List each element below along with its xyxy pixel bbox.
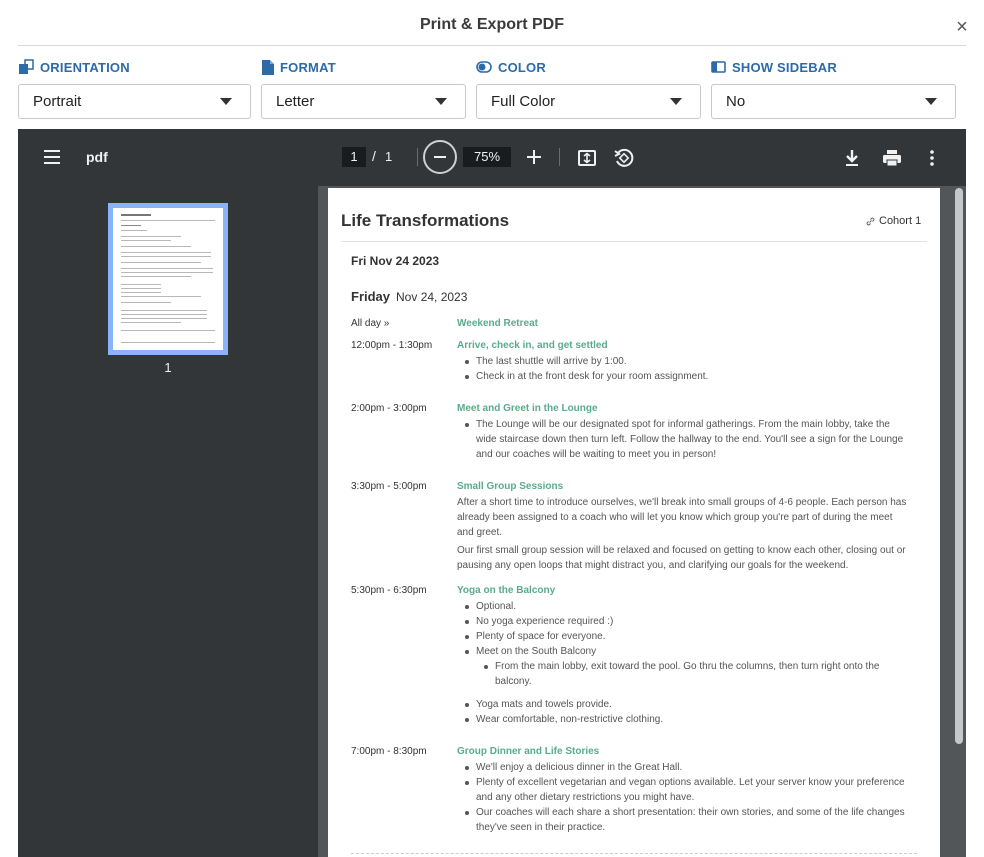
link-icon xyxy=(866,217,875,226)
total-pages: 1 xyxy=(385,149,393,164)
event-time: 3:30pm - 5:00pm xyxy=(351,481,427,492)
page-thumbnail[interactable] xyxy=(108,203,228,355)
event-paragraph: After a short time to introduce ourselves, we'll break into small groups of 4-6 people. Each person has already been assigned to a coach who will let you know which group you're part of during the meet and greet. xyxy=(457,497,907,538)
vertical-scrollbar[interactable] xyxy=(952,186,966,857)
header-divider xyxy=(341,241,927,242)
dialog-title: Print & Export PDF xyxy=(419,16,564,33)
page-area xyxy=(318,186,966,857)
list-item: Wear comfortable, non-restrictive clothing. xyxy=(476,712,906,727)
zoom-out-button[interactable] xyxy=(423,140,457,174)
download-icon[interactable] xyxy=(841,147,863,169)
thumbnail-sidebar xyxy=(18,186,318,857)
event-time: 2:00pm - 3:00pm xyxy=(351,403,427,414)
close-button[interactable]: × xyxy=(956,16,968,38)
event-bullets xyxy=(476,599,906,659)
day-heading xyxy=(351,289,467,304)
list-item: Yoga mats and towels provide. xyxy=(476,697,906,712)
color-label xyxy=(476,59,546,75)
event-title[interactable]: Group Dinner and Life Stories xyxy=(457,746,600,757)
event-title[interactable]: Yoga on the Balcony xyxy=(457,585,556,596)
thumbnail-preview xyxy=(113,208,223,350)
event-time: 5:30pm - 6:30pm xyxy=(351,585,427,596)
event-sub-bullets xyxy=(495,659,895,689)
orientation-label-text: ORIENTATION xyxy=(40,59,130,75)
page-number-input[interactable]: 1 xyxy=(342,147,366,167)
event-time: 7:00pm - 8:30pm xyxy=(351,746,427,757)
format-label xyxy=(262,59,336,75)
document-title: Life Transformations xyxy=(341,211,510,230)
zoom-input[interactable]: 75% xyxy=(463,147,511,167)
list-item: The Lounge will be our designated spot for informal gatherings. From the main lobby, take the wide staircase down then turn left. Follow the hallway to the end. You'll see a sign for the Lounge and our coaches will be waiting to meet you in person! xyxy=(476,417,906,462)
pdf-viewer xyxy=(18,129,966,857)
format-value: Letter xyxy=(276,93,315,110)
event-title[interactable]: Weekend Retreat xyxy=(457,318,538,329)
list-item: Plenty of space for everyone. xyxy=(476,629,906,644)
day-date: Nov 24, 2023 xyxy=(396,290,468,304)
chevron-down-icon xyxy=(220,98,232,105)
event-time: 12:00pm - 1:30pm xyxy=(351,340,433,351)
more-options-icon[interactable] xyxy=(921,147,943,169)
list-item: Check in at the front desk for your room assignment. xyxy=(476,369,906,384)
orientation-label xyxy=(18,59,130,75)
show-sidebar-label xyxy=(711,59,837,75)
list-item: We'll enjoy a delicious dinner in the Great Hall. xyxy=(476,760,906,775)
menu-icon[interactable] xyxy=(44,150,60,164)
orientation-icon xyxy=(18,59,34,75)
cohort-label: Cohort 1 xyxy=(879,215,922,227)
sidebar-icon xyxy=(711,61,726,73)
show-sidebar-select[interactable] xyxy=(711,84,956,119)
event-time: All day » xyxy=(351,318,390,329)
list-item: Our coaches will each share a short presentation: their own stories, and some of the life changes they've seen in their practice. xyxy=(476,807,905,833)
orientation-select[interactable] xyxy=(18,84,251,119)
chevron-down-icon xyxy=(925,98,937,105)
date-header: Fri Nov 24 2023 xyxy=(351,254,440,268)
format-label-text: FORMAT xyxy=(280,59,336,75)
event-bullets xyxy=(476,697,906,727)
list-item: The last shuttle will arrive by 1:00. xyxy=(476,354,906,369)
chevron-down-icon xyxy=(670,98,682,105)
list-item: Optional. xyxy=(476,599,906,614)
cohort-link[interactable] xyxy=(866,215,921,227)
color-value: Full Color xyxy=(491,93,556,110)
pdf-page xyxy=(328,188,940,857)
document-name: pdf xyxy=(86,149,108,165)
file-icon xyxy=(262,60,274,75)
fit-page-icon[interactable] xyxy=(576,147,598,169)
toolbar-divider xyxy=(417,148,418,166)
chevron-down-icon xyxy=(435,98,447,105)
day-name: Friday xyxy=(351,289,391,304)
title-divider xyxy=(18,45,966,46)
event-title[interactable]: Small Group Sessions xyxy=(457,481,564,492)
zoom-in-button[interactable] xyxy=(526,149,542,165)
event-bullets xyxy=(476,354,906,384)
event-bullets xyxy=(476,417,906,462)
event-title[interactable]: Meet and Greet in the Lounge xyxy=(457,403,598,414)
show-sidebar-value: No xyxy=(726,93,746,110)
page-separator: / xyxy=(372,148,376,164)
print-icon[interactable] xyxy=(881,147,903,169)
list-item: No yoga experience required :) xyxy=(476,614,906,629)
orientation-value: Portrait xyxy=(33,93,82,110)
footer-divider xyxy=(351,853,917,854)
pdf-toolbar xyxy=(18,129,966,186)
list-item: From the main lobby, exit toward the pool. Go thru the columns, then turn right onto the balcony. xyxy=(495,659,895,689)
scrollbar-thumb[interactable] xyxy=(955,188,963,744)
rotate-icon[interactable] xyxy=(612,147,634,169)
format-select[interactable] xyxy=(261,84,466,119)
event-bullets xyxy=(476,760,906,835)
event-title[interactable]: Arrive, check in, and get settled xyxy=(457,340,608,351)
list-item: Meet on the South Balcony xyxy=(476,644,906,659)
event-paragraph: Our first small group session will be relaxed and focused on getting to know each other, closing out or pausing any open loops that might distract you, and clarifying our goals for the weekend. xyxy=(457,545,906,571)
list-item: Plenty of excellent vegetarian and vegan options available. Let your server know your preference and any other dietary restrictions you might have. xyxy=(476,777,905,803)
color-label-text: COLOR xyxy=(498,59,546,75)
toggle-icon xyxy=(476,61,492,73)
thumbnail-page-number: 1 xyxy=(164,360,172,375)
show-sidebar-label-text: SHOW SIDEBAR xyxy=(732,59,837,75)
toolbar-divider xyxy=(559,148,560,166)
color-select[interactable] xyxy=(476,84,701,119)
